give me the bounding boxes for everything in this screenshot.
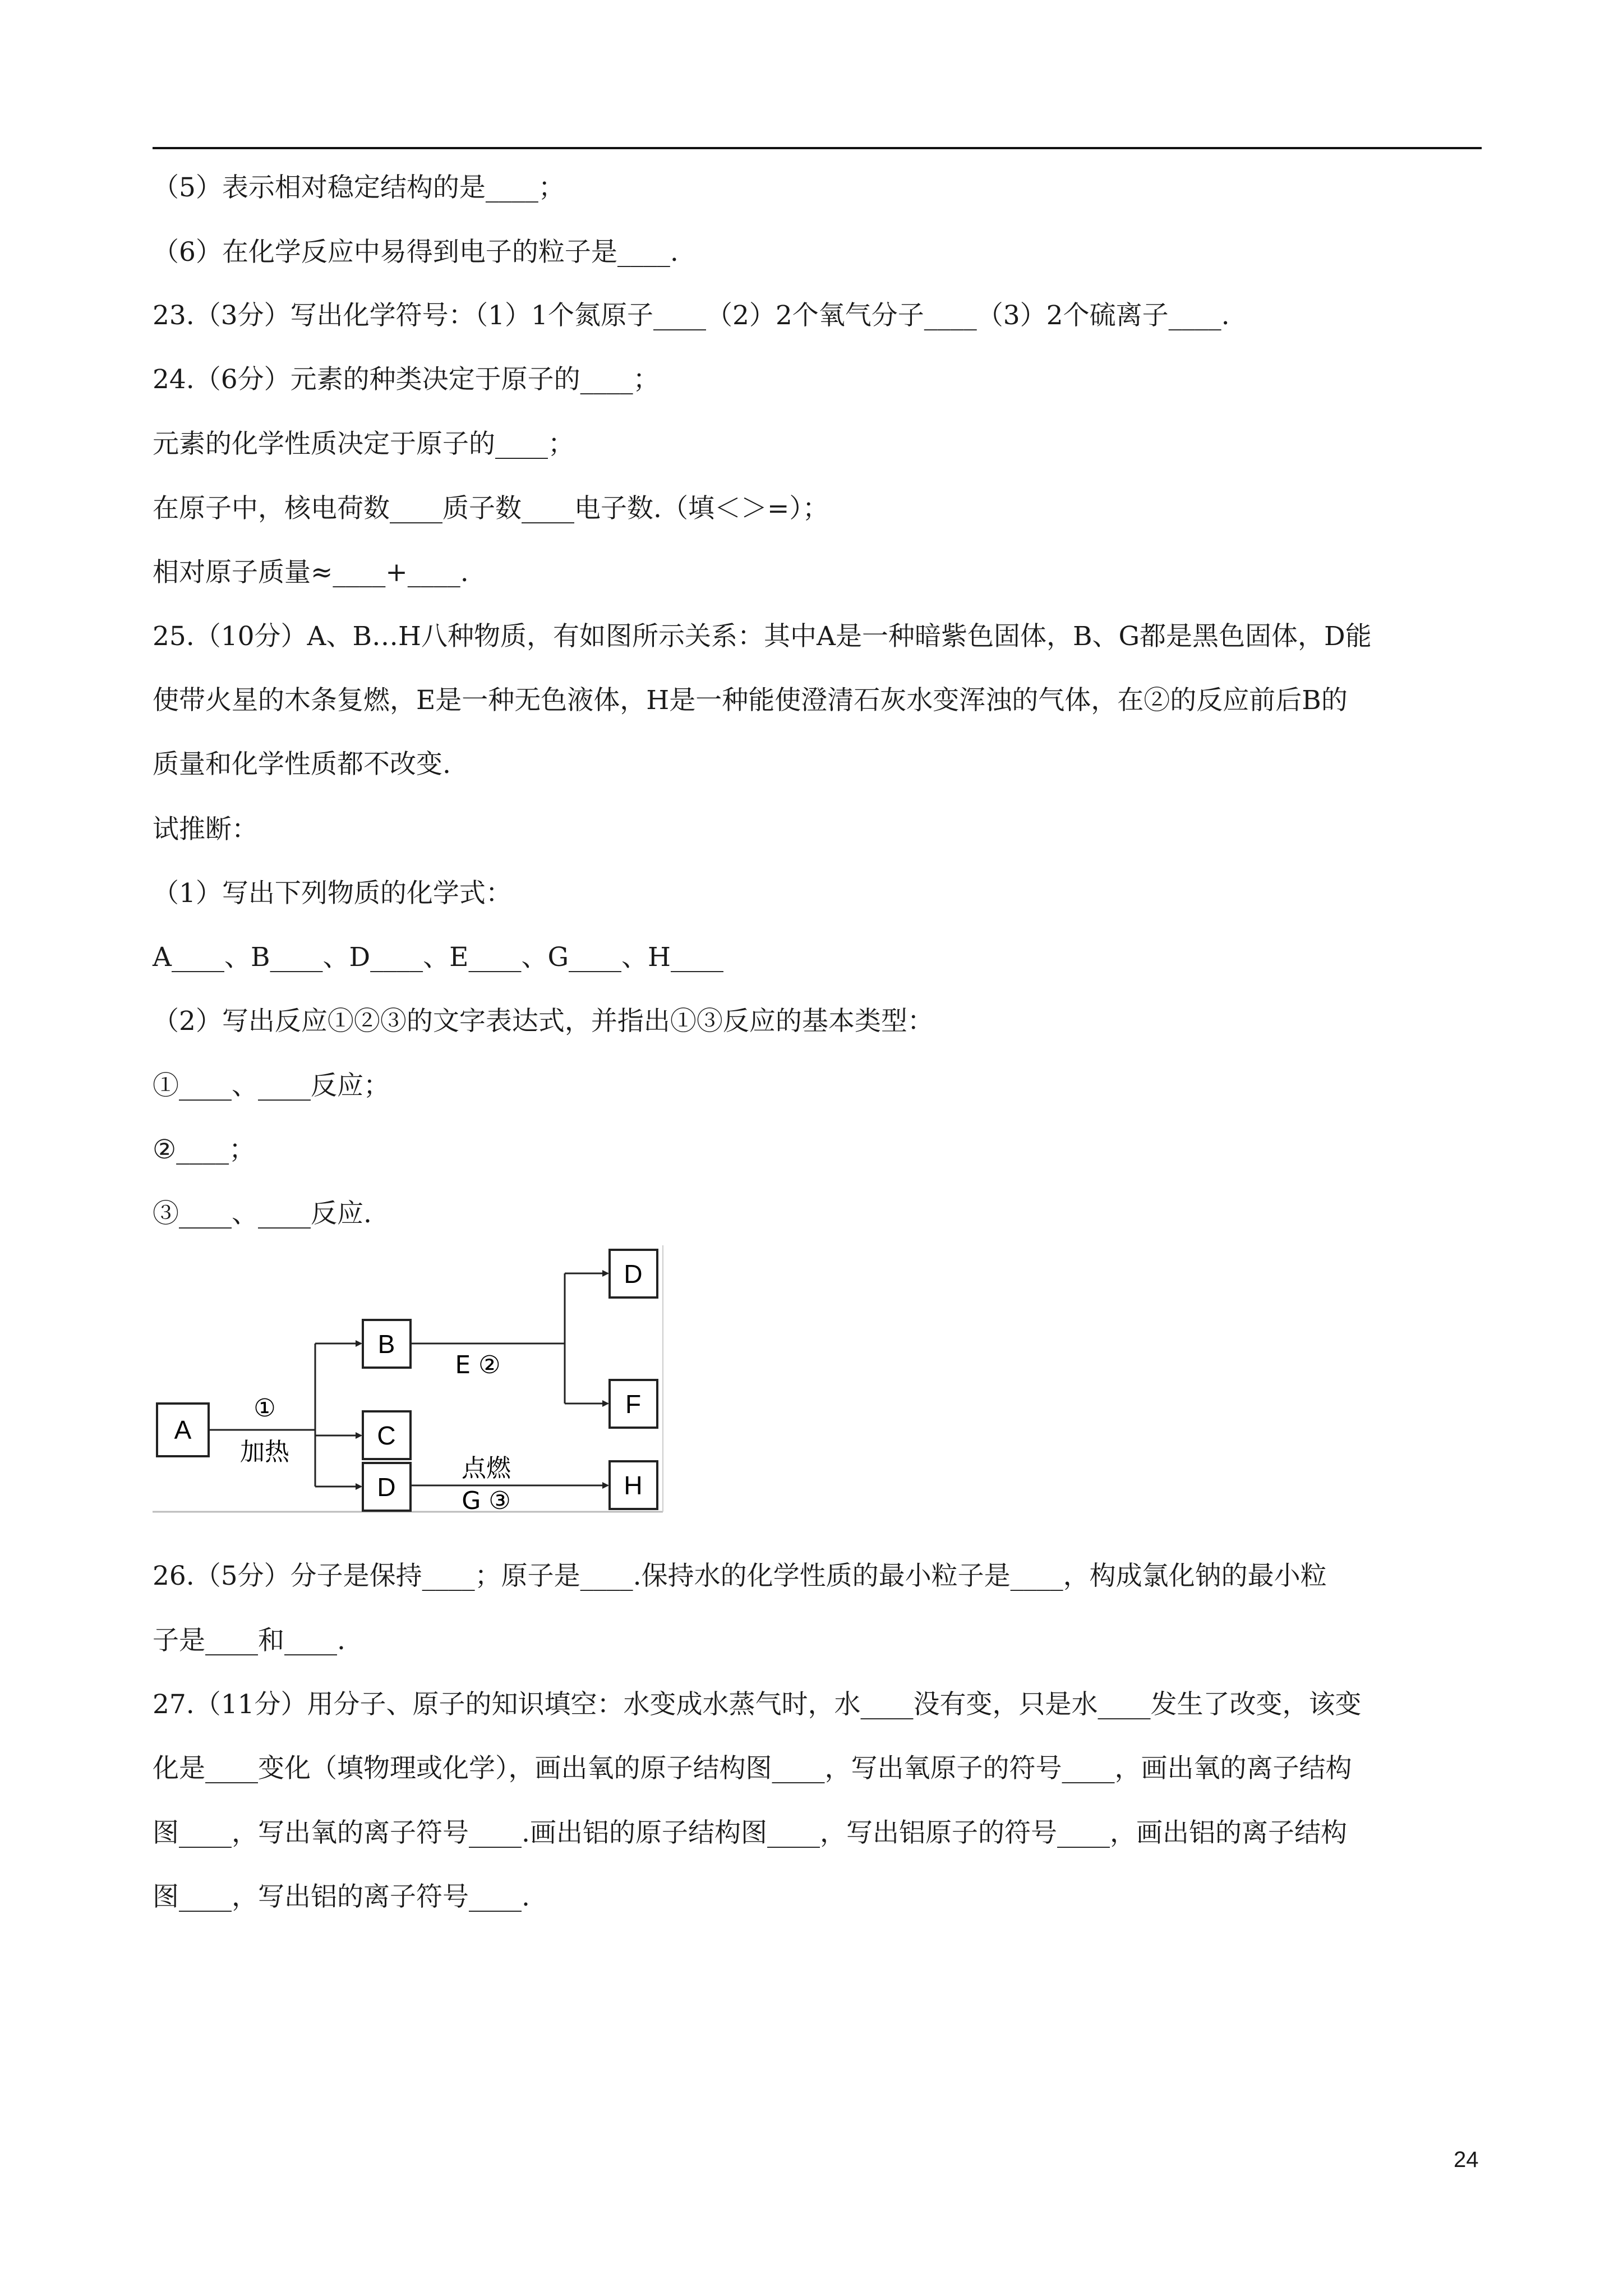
q25-line1: 25.（10分）A、B…H八种物质，有如图所示关系：其中A是一种暗紫色固体，B、G都是黑色固体，D能	[153, 621, 1372, 652]
q25-reaction1: ①____、____反应；	[153, 1070, 390, 1101]
q22-item6: （6）在化学反应中易得到电子的粒子是____.	[153, 237, 679, 268]
q24-line3: 在原子中，核电荷数____质子数____电子数.（填＜＞=）；	[153, 493, 829, 524]
node-d-label: D	[377, 1473, 396, 1502]
node-f-label: F	[625, 1389, 642, 1419]
node-h-label: H	[624, 1471, 643, 1500]
page-number: 24	[1454, 2147, 1479, 2172]
step2-label: E ②	[455, 1351, 501, 1379]
step1-condition: 加热	[240, 1438, 289, 1466]
step3-condition: 点燃	[462, 1454, 511, 1483]
q24-line1: 24.（6分）元素的种类决定于原子的____；	[153, 364, 660, 395]
node-b-label: B	[377, 1329, 395, 1359]
reaction-flow-diagram	[153, 1245, 668, 1515]
q25-reaction2: ②____；	[153, 1134, 256, 1165]
q25-part1: （1）写出下列物质的化学式：	[153, 878, 512, 909]
q25-part2: （2）写出反应①②③的文字表达式，并指出①③反应的基本类型：	[153, 1006, 934, 1037]
q25-reaction3: ③____、____反应.	[153, 1198, 372, 1229]
q27-line2: 化是____变化（填物理或化学），画出氧的原子结构图____，写出氧原子的符号____，画出氧的离子结构	[153, 1753, 1352, 1784]
q25-line3: 质量和化学性质都不改变.	[153, 749, 451, 780]
q23-text: 23.（3分）写出化学符号：（1）1个氮原子____（2）2个氧气分子____（3）2个硫离子____.	[153, 300, 1230, 331]
q22-item5: （5）表示相对稳定结构的是____；	[153, 172, 565, 203]
q26-line2: 子是____和____.	[153, 1625, 345, 1656]
q25-infer: 试推断：	[153, 814, 258, 845]
node-c-label: C	[377, 1421, 396, 1450]
q24-line4: 相对原子质量≈____+____.	[153, 557, 469, 588]
node-a-label: A	[174, 1415, 192, 1444]
q26-line1: 26.（5分）分子是保持____；原子是____.保持水的化学性质的最小粒子是____，构成氯化钠的最小粒	[153, 1561, 1327, 1591]
q27-line4: 图____，写出铝的离子符号____.	[153, 1881, 530, 1912]
step3-label: G ③	[462, 1487, 511, 1515]
q25-formulas: A____、B____、D____、E____、G____、H____	[153, 942, 724, 973]
q27-line1: 27.（11分）用分子、原子的知识填空：水变成水蒸气时，水____没有变，只是水____发生了改变，该变	[153, 1689, 1362, 1720]
header-rule	[153, 147, 1482, 149]
node-d-top-label: D	[624, 1259, 643, 1289]
q24-line2: 元素的化学性质决定于原子的____；	[153, 429, 574, 459]
step1-number: ①	[253, 1394, 276, 1423]
q25-line2: 使带火星的木条复燃，E是一种无色液体，H是一种能使澄清石灰水变浑浊的气体，在②的反应前后B的	[153, 685, 1348, 716]
q27-line3: 图____，写出氧的离子符号____.画出铝的原子结构图____，写出铝原子的符号____，画出铝的离子结构	[153, 1818, 1347, 1848]
